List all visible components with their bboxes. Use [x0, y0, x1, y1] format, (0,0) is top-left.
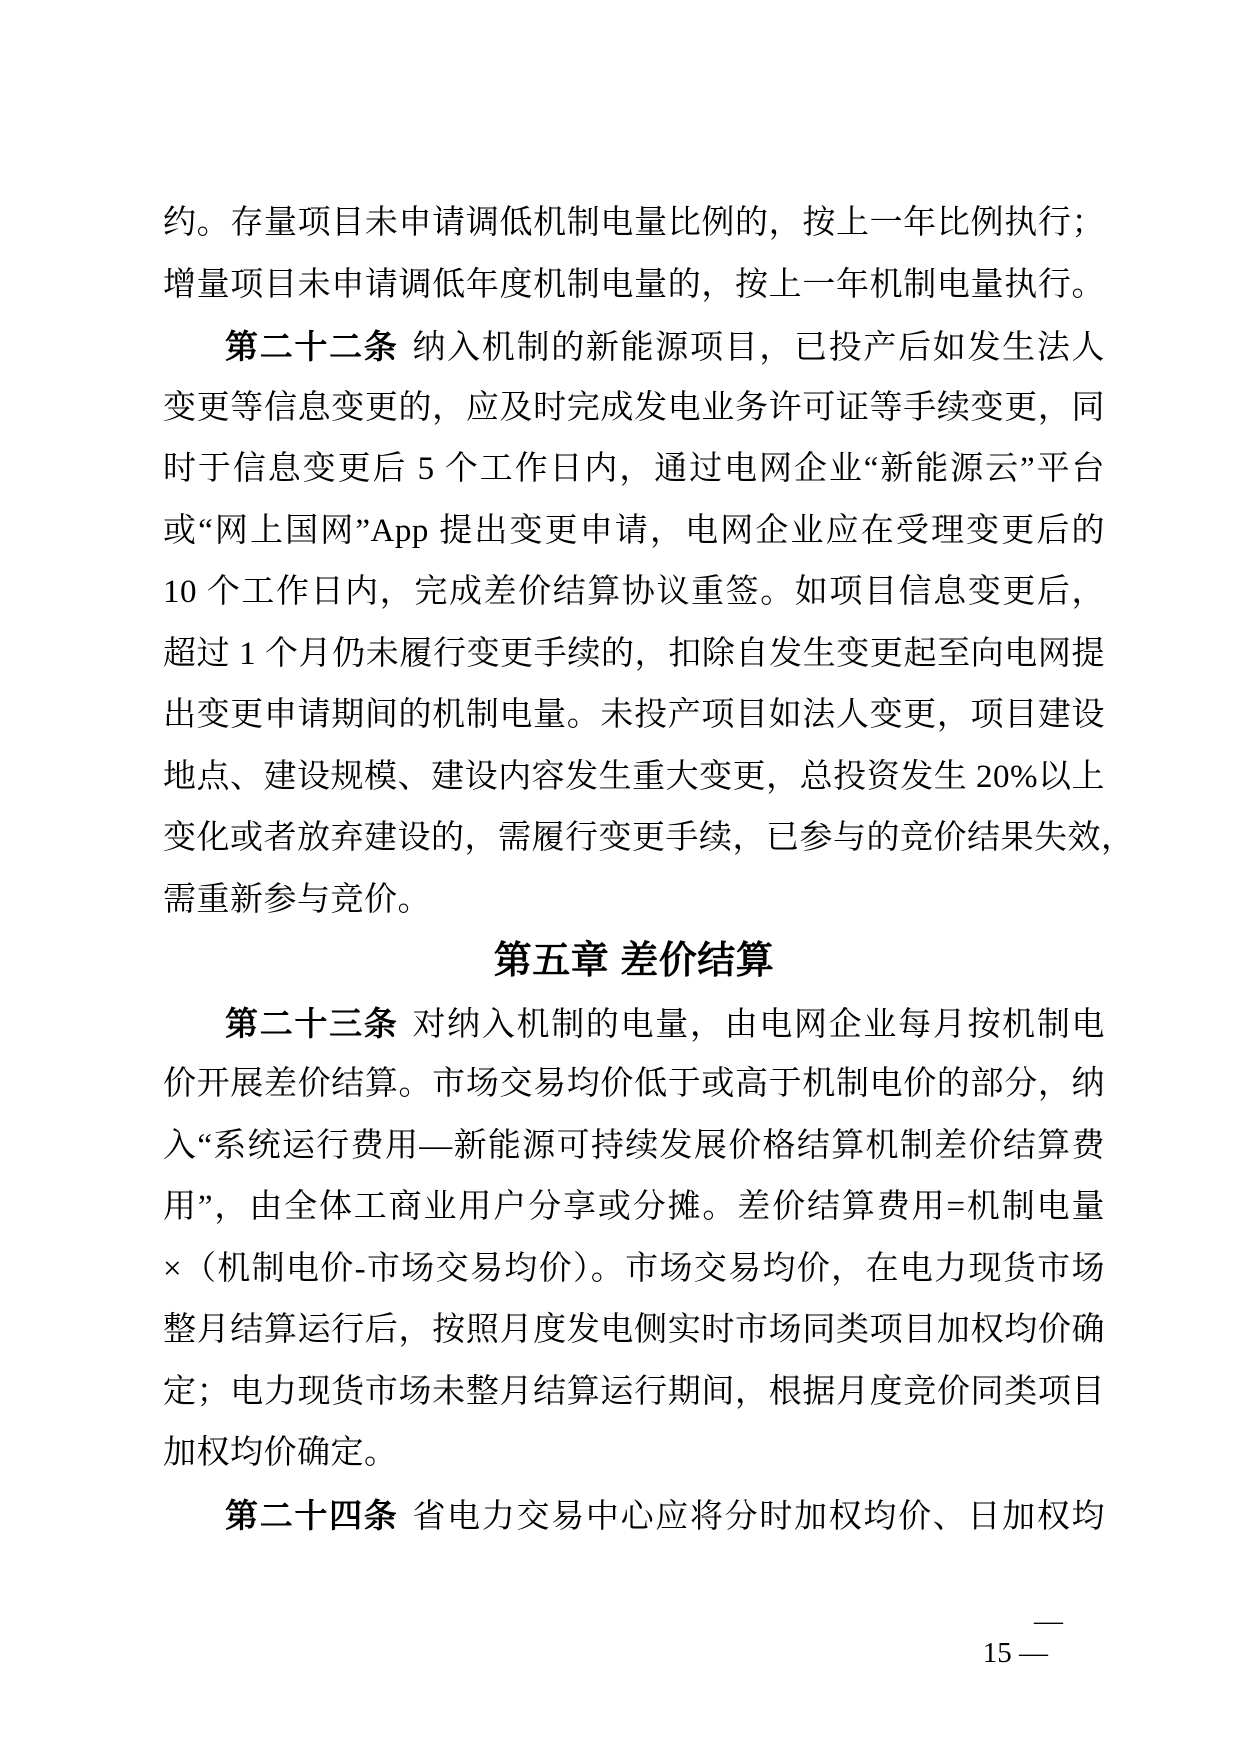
text-line [163, 1239, 1105, 1301]
line-text: 加权均价确定。 [163, 1435, 398, 1471]
line-text: 用”，由全体工商业用户分享或分摊。差价结算费用=机制电量 [163, 1189, 1105, 1225]
chapter-heading [163, 931, 1105, 993]
line-text: 出变更申请期间的机制电量。未投产项目如法人变更，项目建设 [163, 697, 1105, 733]
line-text: 入“系统运行费用—新能源可持续发展价格结算机制差价结算费 [163, 1127, 1105, 1164]
text-line [163, 378, 1105, 440]
line-text: 定；电力现货市场未整月结算运行期间，根据月度竞价同类项目 [163, 1373, 1105, 1410]
text-line-article-24 [163, 1485, 1105, 1547]
text-line [163, 1054, 1105, 1116]
article-label: 第二十三条 [225, 1004, 399, 1042]
text-line [163, 562, 1105, 624]
text-line [163, 255, 1105, 317]
text-line [163, 1177, 1105, 1239]
text-line [163, 193, 1105, 255]
text-line [163, 1116, 1105, 1178]
article-label: 第二十二条 [225, 328, 399, 365]
article-label: 第二十四条 [225, 1496, 399, 1534]
line-text: 需重新参与竞价。 [163, 881, 431, 918]
line-text: 或“网上国网”App 提出变更申请，电网企业应在受理变更后的 [163, 512, 1105, 549]
text-line [163, 685, 1105, 747]
line-text: 超过 1 个月仍未履行变更手续的，扣除自发生变更起至向电网提 [163, 635, 1105, 672]
text-line [163, 1362, 1105, 1424]
page-number [983, 1605, 1063, 1669]
page-number-value: 15 — [982, 1637, 1048, 1669]
line-text: 变更等信息变更的，应及时完成发电业务许可证等手续变更，同 [163, 389, 1105, 426]
line-text: 对纳入机制的电量，由电网企业每月按机制电 [412, 1006, 1105, 1043]
text-line [163, 747, 1105, 809]
line-text: 变化或者放弃建设的，需履行变更手续，已参与的竞价结果失效， [163, 820, 1135, 856]
line-text: 价开展差价结算。市场交易均价低于或高于机制电价的部分，纳 [163, 1066, 1105, 1102]
line-text: 约。存量项目未申请调低机制电量比例的，按上一年比例执行； [163, 205, 1105, 241]
line-text: ×（机制电价-市场交易均价）。市场交易均价，在电力现货市场 [163, 1250, 1105, 1287]
text-line-paragraph-end [163, 1423, 1105, 1485]
text-line-article-23 [163, 993, 1105, 1055]
line-text: 增量项目未申请调低年度机制电量的，按上一年机制电量执行。 [163, 266, 1105, 303]
text-line [163, 624, 1105, 686]
text-line [163, 501, 1105, 563]
text-line [163, 1300, 1105, 1362]
text-line-article-22 [163, 316, 1105, 378]
text-line [163, 808, 1135, 870]
line-text: 10 个工作日内，完成差价结算协议重签。如项目信息变更后， [163, 574, 1105, 610]
line-text: 时于信息变更后 5 个工作日内，通过电网企业“新能源云”平台 [163, 451, 1105, 487]
line-text: 地点、建设规模、建设内容发生重大变更，总投资发生 20%以上 [163, 758, 1105, 795]
chapter-heading-text: 第五章 差价结算 [493, 940, 775, 982]
page-number-dash: — [1034, 1605, 1063, 1637]
line-text: 省电力交易中心应将分时加权均价、日加权均 [412, 1498, 1105, 1535]
line-text: 整月结算运行后，按照月度发电侧实时市场同类项目加权均价确 [163, 1312, 1105, 1348]
document-text-body [163, 193, 1135, 1546]
text-line-paragraph-end [163, 870, 1105, 932]
line-text: 纳入机制的新能源项目，已投产后如发生法人 [412, 330, 1105, 366]
text-line [163, 439, 1105, 501]
